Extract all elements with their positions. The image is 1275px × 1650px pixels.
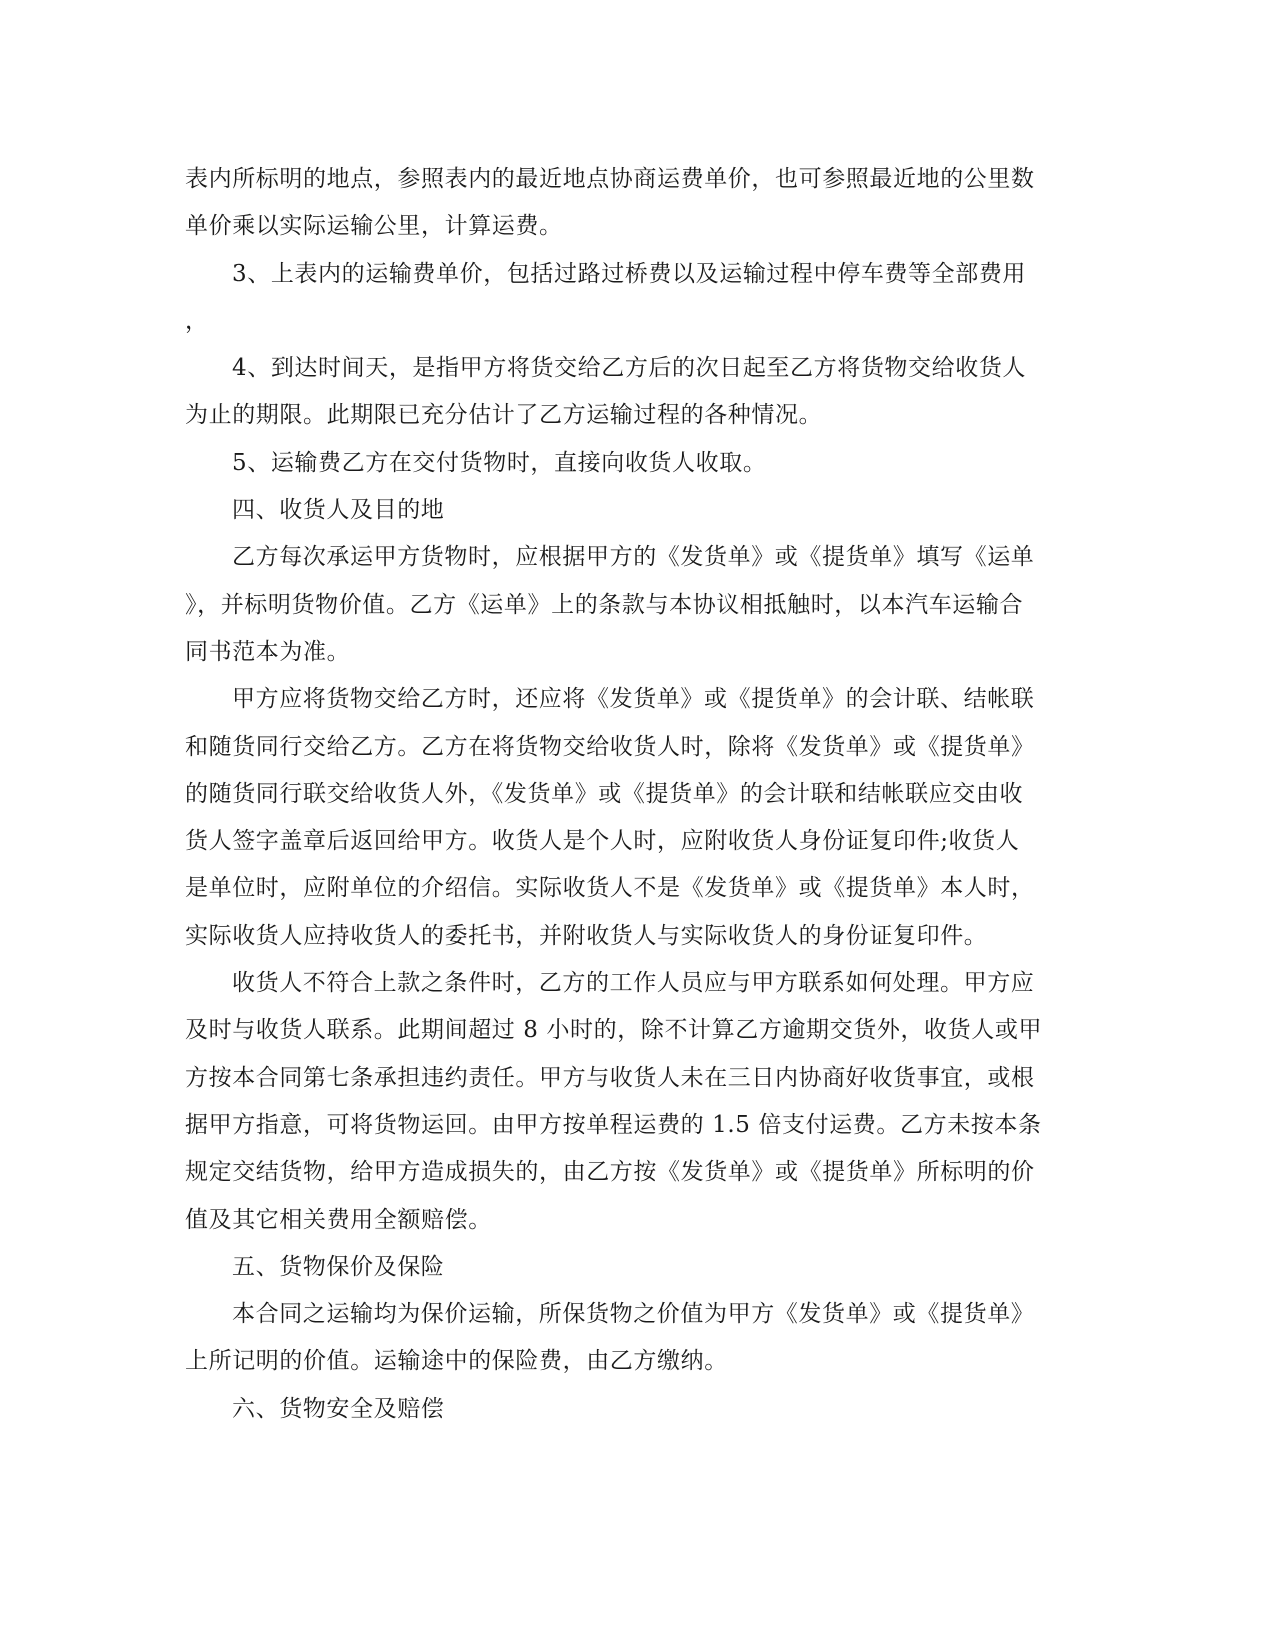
document-body bbox=[185, 156, 1075, 1433]
text-line: 和随货同行交给乙方。乙方在将货物交给收货人时，除将《发货单》或《提货单》 bbox=[185, 733, 1035, 760]
text-line: 及时与收货人联系。此期间超过 8 小时的，除不计算乙方逾期交货外，收货人或甲 bbox=[185, 1017, 1043, 1044]
text-line: 本合同之运输均为保价运输，所保货物之价值为甲方《发货单》或《提货单》 bbox=[232, 1301, 1035, 1328]
text-line: 为止的期限。此期限已充分估计了乙方运输过程的各种情况。 bbox=[185, 402, 823, 429]
text-line: 实际收货人应持收货人的委托书，并附收货人与实际收货人的身份证复印件。 bbox=[185, 922, 988, 949]
text-line: 甲方应将货物交给乙方时，还应将《发货单》或《提货单》的会计联、结帐联 bbox=[232, 686, 1035, 713]
section-heading: 四、收货人及目的地 bbox=[232, 497, 445, 524]
text-line: 上所记明的价值。运输途中的保险费，由乙方缴纳。 bbox=[185, 1348, 728, 1375]
text-line: 规定交结货物，给甲方造成损失的，由乙方按《发货单》或《提货单》所标明的价 bbox=[185, 1159, 1035, 1186]
text-line: ， bbox=[185, 307, 209, 334]
text-line: 》，并标明货物价值。乙方《运单》上的条款与本协议相抵触时，以本汽车运输合 bbox=[185, 591, 1024, 618]
section-heading: 六、货物安全及赔偿 bbox=[232, 1395, 445, 1422]
text-line: 方按本合同第七条承担违约责任。甲方与收货人未在三日内协商好收货事宜，或根 bbox=[185, 1064, 1035, 1091]
text-line: 乙方每次承运甲方货物时，应根据甲方的《发货单》或《提货单》填写《运单 bbox=[232, 544, 1035, 571]
text-line: 表内所标明的地点，参照表内的最近地点协商运费单价，也可参照最近地的公里数 bbox=[185, 166, 1035, 192]
text-line: 3、上表内的运输费单价，包括过路过桥费以及运输过程中停车费等全部费用 bbox=[232, 260, 1027, 287]
section-heading: 五、货物保价及保险 bbox=[232, 1253, 445, 1280]
text-line: 收货人不符合上款之条件时，乙方的工作人员应与甲方联系如何处理。甲方应 bbox=[232, 970, 1035, 997]
text-line: 4、到达时间天，是指甲方将货交给乙方后的次日起至乙方将货物交给收货人 bbox=[232, 355, 1027, 382]
text-line: 的随货同行联交给收货人外，《发货单》或《提货单》的会计联和结帐联应交由收 bbox=[185, 780, 1024, 807]
text-line: 同书范本为准。 bbox=[185, 638, 351, 665]
text-line: 货人签字盖章后返回给甲方。收货人是个人时，应附收货人身份证复印件;收货人 bbox=[185, 828, 1020, 855]
text-line: 5、运输费乙方在交付货物时，直接向收货人收取。 bbox=[232, 449, 767, 476]
text-line: 是单位时，应附单位的介绍信。实际收货人不是《发货单》或《提货单》本人时， bbox=[185, 875, 1035, 902]
text-line: 单价乘以实际运输公里，计算运费。 bbox=[185, 213, 563, 240]
text-line: 据甲方指意，可将货物运回。由甲方按单程运费的 1.5 倍支付运费。乙方未按本条 bbox=[185, 1111, 1042, 1138]
text-line: 值及其它相关费用全额赔偿。 bbox=[185, 1206, 492, 1233]
